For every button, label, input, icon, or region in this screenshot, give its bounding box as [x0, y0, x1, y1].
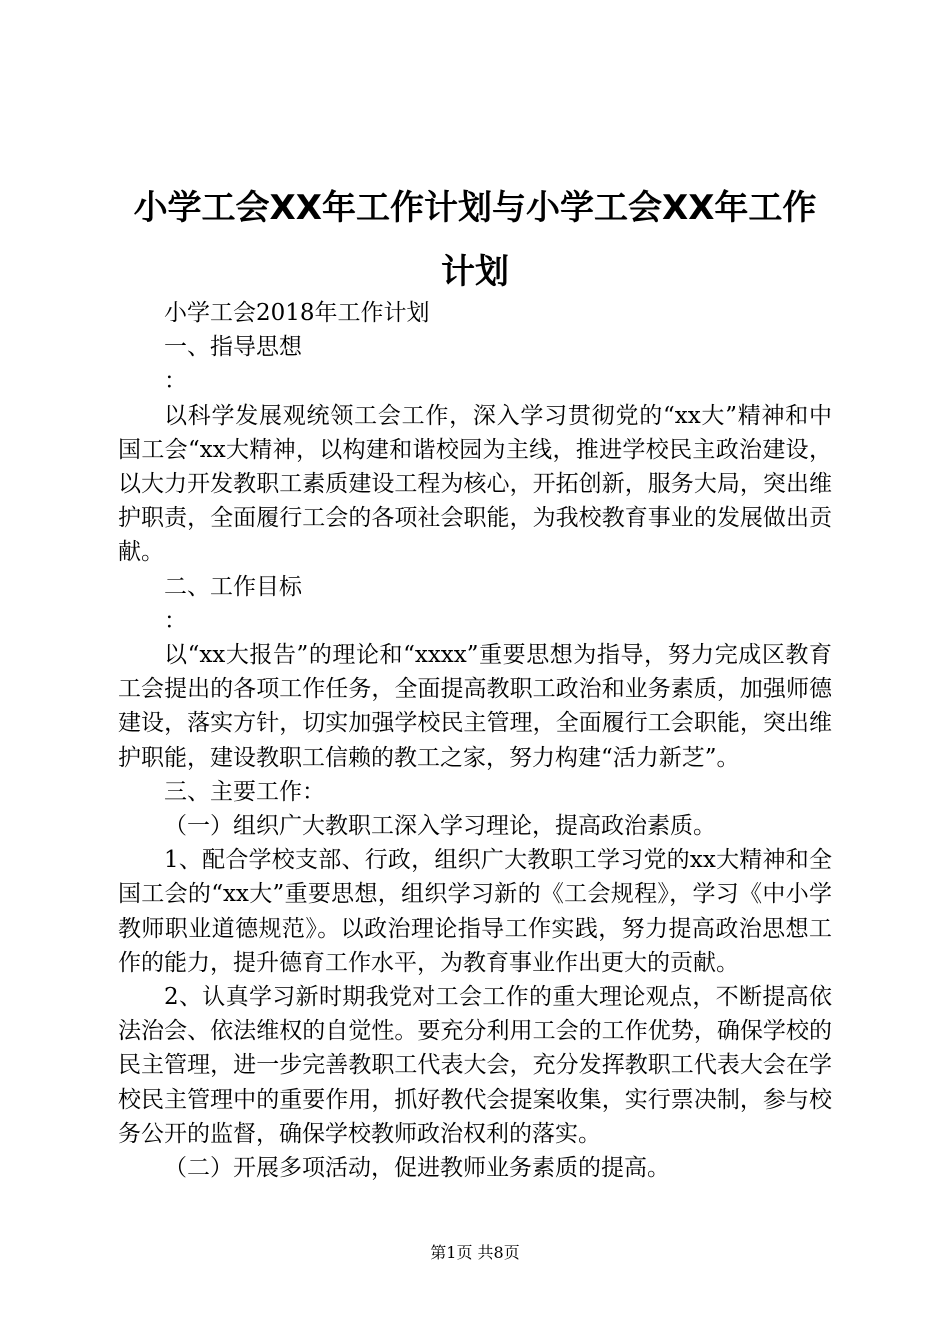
paragraph-item-2: 2、认真学习新时期我党对工会工作的重大理论观点，不断提高依法治会、依法维权的自觉性。要充分利用工会的工作优势，确保学校的民主管理，进一步完善教职工代表大会，充分发挥教职工代表大会在学校民主管理中的重要作用，抓好教代会提案收集，实行票决制，参与校务公开的监督，确保学校教师政治权利的落实。 — [118, 984, 832, 1147]
paragraph-work-goals: 以“xx大报告”的理论和“xxxx”重要思想为指导，努力完成区教育工会提出的各项工作任务，全面提高教职工政治和业务素质，加强师德建设，落实方针，切实加强学校民主管理，全面履行工会职能，突出维护职能，建设教职工信赖的教工之家，努力构建“活力新芝”。 — [118, 642, 832, 771]
subheading-activities: （二）开展多项活动，促进教师业务素质的提高。 — [164, 1155, 670, 1182]
document-title: 小学工会XX年工作计划与小学工会XX年工作计划 — [133, 188, 817, 292]
page-number-footer: 第1页 共8页 — [430, 1243, 520, 1262]
paragraph-item-1: 1、配合学校支部、行政，组织广大教职工学习党的xx大精神和全国工会的“xx大”重要思想，组织学习新的《工会规程》，学习《中小学教师职业道德规范》。以政治理论指导工作实践，努力提高政治思想工作的能力，提升德育工作水平，为教育事业作出更大的贡献。 — [118, 847, 832, 976]
subheading-political-study: （一）组织广大教职工深入学习理论，提高政治素质。 — [164, 813, 716, 840]
heading-work-goals: 二、工作目标 — [164, 573, 302, 600]
colon-line: ： — [164, 368, 187, 395]
section-subtitle: 小学工会2018年工作计划 — [164, 300, 430, 326]
heading-main-work: 三、主要工作： — [164, 778, 325, 805]
paragraph-guiding-thought: 以科学发展观统领工会工作，深入学习贯彻党的“xx大”精神和中国工会“xx大精神，以构建和谐校园为主线，推进学校民主政治建设，以大力开发教职工素质建设工程为核心，开拓创新，服务大局，突出维护职责，全面履行工会的各项社会职能，为我校教育事业的发展做出贡献。 — [118, 402, 832, 566]
heading-guiding-thought: 一、指导思想 — [164, 334, 302, 361]
colon-line: ： — [164, 607, 187, 634]
document-body — [118, 296, 832, 1185]
